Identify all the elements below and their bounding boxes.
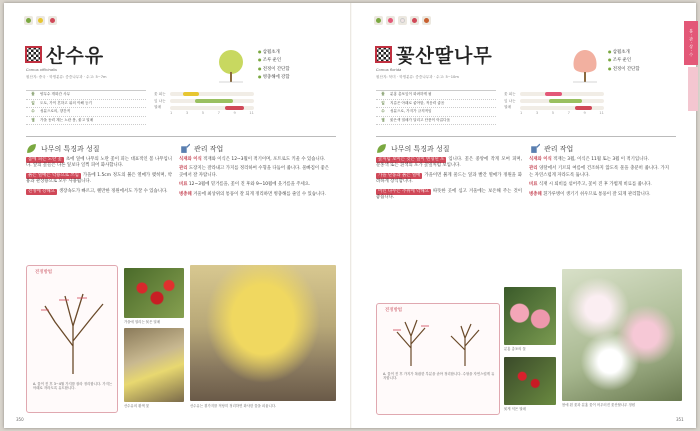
watering-can-icon — [529, 143, 540, 154]
leaf-section-icon — [376, 143, 387, 154]
book-spread — [4, 3, 696, 428]
page-number: 351 — [676, 417, 684, 422]
flower-icon — [386, 16, 395, 25]
leaf-section-icon — [26, 143, 37, 154]
dogwood-garden-photo — [562, 269, 682, 401]
scientific-name: Cornus officinalis — [26, 68, 57, 72]
page-title: 산수유 — [46, 45, 105, 67]
tip-item: ● 병충해에 강함 — [258, 74, 290, 81]
pruning-diagram — [385, 318, 493, 368]
traits-text: 꽃처럼 보이는 것은 잎이 변형된 포 입니다. 꽃은 중앙에 작게 모여 피며, 분홍색 또는 흰색의 포가 꽃잎처럼 보입니다. 가을 단풍과 붉은 열매 가을이면 붉게 물드는 잎과 빨간 열매가 정원을 화려하게 장식합니다. 어린 나무는 추위에 약해요 따뜻한 곳에 심고 겨울에는 보온해 주는 것이 좋습니다. — [376, 157, 522, 201]
pruning-caption: A. 꽃이 진 후 가지가 복잡한 부분을 솎아 정리합니다. 수형을 자연스럽게 유지합니다. — [383, 372, 495, 381]
title-block — [376, 41, 493, 68]
berry-photo — [124, 268, 184, 318]
care-heading: 관리 작업 — [179, 143, 223, 154]
photo-caption: 산수유의 황색 꽃 — [124, 404, 150, 408]
tree-shape-icon — [216, 48, 246, 84]
tip-item: ● 삼월초개 — [608, 49, 640, 56]
pruning-title: 전정방법 — [385, 308, 402, 313]
yellow-flower-photo — [124, 328, 184, 402]
tip-item: ● 조루 운인 — [258, 57, 290, 64]
divider — [376, 136, 676, 137]
tip-item: ● 전정이 간단함 — [258, 66, 290, 73]
season-icons — [374, 16, 431, 25]
season-calendar: 꽃 피는 잎 나는 열매 1 3 5 7 9 11 — [504, 91, 604, 116]
photo-caption: 분홍 총포의 꽃 — [504, 347, 526, 351]
pruning-caption: A. 꽃이 진 후 3~4월 가지를 잘라 정리합니다. 가지는 아래로 자라도록 유도합니다. — [33, 382, 113, 391]
cornus-tree-photo — [190, 265, 336, 401]
season-calendar: 꽃 피는 잎 나는 열매 1 3 5 7 9 11 — [154, 91, 254, 116]
photo-caption: 봄에 흰 꽃과 분홍 꽃이 어우러진 꽃산딸나무 정원 — [562, 403, 636, 407]
watering-can-icon — [179, 143, 190, 154]
qr-code-icon — [376, 47, 391, 62]
divider — [26, 136, 336, 137]
white-flower-icon — [398, 16, 407, 25]
page-title: 꽃산딸나무 — [396, 45, 493, 67]
scientific-name: Cornus florida — [376, 68, 402, 72]
title-block — [26, 41, 104, 68]
attr-row: 잎 도토, 가이 흔하고 위의 이해 등기 — [26, 100, 146, 109]
traits-heading: 나무의 특징과 성질 — [376, 143, 450, 154]
flower-icon — [36, 16, 45, 25]
tree-meta: 원산지: 북미 · 학명분류: 층층나무과 · 수고: 5~10m — [376, 75, 459, 79]
right-page — [352, 3, 698, 428]
quick-tips — [258, 49, 290, 83]
left-page — [4, 3, 350, 428]
pruning-title: 전정방법 — [35, 270, 52, 275]
attribute-table — [26, 90, 146, 125]
pink-flower-photo — [504, 287, 556, 345]
attr-row: 수 성분으로, 가지가 규칙적임 — [376, 108, 496, 117]
photo-caption: 붉게 익은 열매 — [504, 407, 526, 411]
tree-shape-icon — [570, 48, 600, 84]
attribute-table — [376, 90, 496, 125]
care-heading: 관리 작업 — [529, 143, 573, 154]
care-text: 식재와 이식 적재는 3월, 이식은 11월 또는 3월 이 적기입니다. 관리 양달에서 기르되 여름에 건조하지 않도록 물을 충분히 줍니다. 가지는 자연스럽게 자라도록 둡니다. 비료 식재 시 퇴비를 섞어주고, 꽃이 진 후 가볍게 비료를 줍니다. 병충해 흰가루병이 생기기 쉬우므로 통풍이 잘 되게 관리합니다. — [529, 157, 669, 197]
tip-item: ● 전정이 간단함 — [608, 66, 640, 73]
autumn-leaf-icon — [422, 16, 431, 25]
page-number: 350 — [16, 417, 24, 422]
attr-row: 열 붉은색 열매가 달리고 단풍이 아름다움 — [376, 117, 496, 126]
section-tab[interactable]: 봄 · 관 · 상 · 수 — [684, 21, 698, 65]
season-icons — [24, 16, 57, 25]
red-berry-photo — [504, 357, 556, 405]
berry-icon — [410, 16, 419, 25]
photo-caption: 가을에 열리는 붉은 열매 — [124, 320, 160, 324]
photo-caption: 산수유는 곁가지를 적당히 정리하면 화사한 꽃을 피웁니다. — [190, 404, 277, 408]
tip-item: ● 삼월초개 — [258, 49, 290, 56]
leaf-icon — [24, 16, 33, 25]
attr-row: 열 가을 동력 계는 노란 봄, 붉고 열매 — [26, 117, 146, 126]
tree-meta: 원산지: 중국 · 학명분류: 층층나무과 · 수고: 5~7m — [26, 75, 107, 79]
attr-row: 잎 지름은 아래로 좋아함, 적응력 좋음 — [376, 100, 496, 109]
attr-row: 꽃 분홍 총포잎이 화려하게 핌 — [376, 91, 496, 100]
attr-row: 수 성분으로의, 향간적 — [26, 108, 146, 117]
traits-heading: 나무의 특징과 성질 — [26, 143, 100, 154]
berry-icon — [48, 16, 57, 25]
pruning-diagram — [37, 286, 109, 376]
traits-text: 봄에 피는 노란 꽃 초에 잎에 나무의 노란 꽃이 피는 대표적인 봄 나무입니다. 앞의 꽃들은 다른 잎보다 일찍 피어 화사합니다. 붉은 열매는 약용으로 쓰임 가을에 1.5cm 정도의 붉은 열매가 맺히며, 약용과 관상용으로 모두 사용됩니다. 전정에 강해요 생장속도가 빠르고, 웬만한 정원에서도 가꿀 수 있습니다. — [26, 157, 172, 194]
attr-row: 꽃 양무수 개화간 사무 — [26, 91, 146, 100]
section-tab-secondary — [688, 67, 698, 111]
care-text: 식재와 이식 적재와 이식은 12~3월이 적기이며, 포트로도 키울 수 있습니다. 관리 도장지는 잘라내고 가지를 정리하여 수형을 다듬어 줍니다. 물빠짐이 좋은 곳에서 잘 자랍니다. 비료 12~3월에 밑거름을, 꽃이 진 후와 9~10월에 웃거름을 주세요. 병충해 겨울에 최상위의 통풍이 잘 되게 정리하면 병충해를 줄일 수 있습니다. — [179, 157, 329, 197]
qr-code-icon — [26, 47, 41, 62]
pruning-box — [26, 265, 118, 413]
tip-item: ● 조루 운인 — [608, 57, 640, 64]
quick-tips — [608, 49, 640, 74]
leaf-icon — [374, 16, 383, 25]
pruning-box — [376, 303, 500, 415]
